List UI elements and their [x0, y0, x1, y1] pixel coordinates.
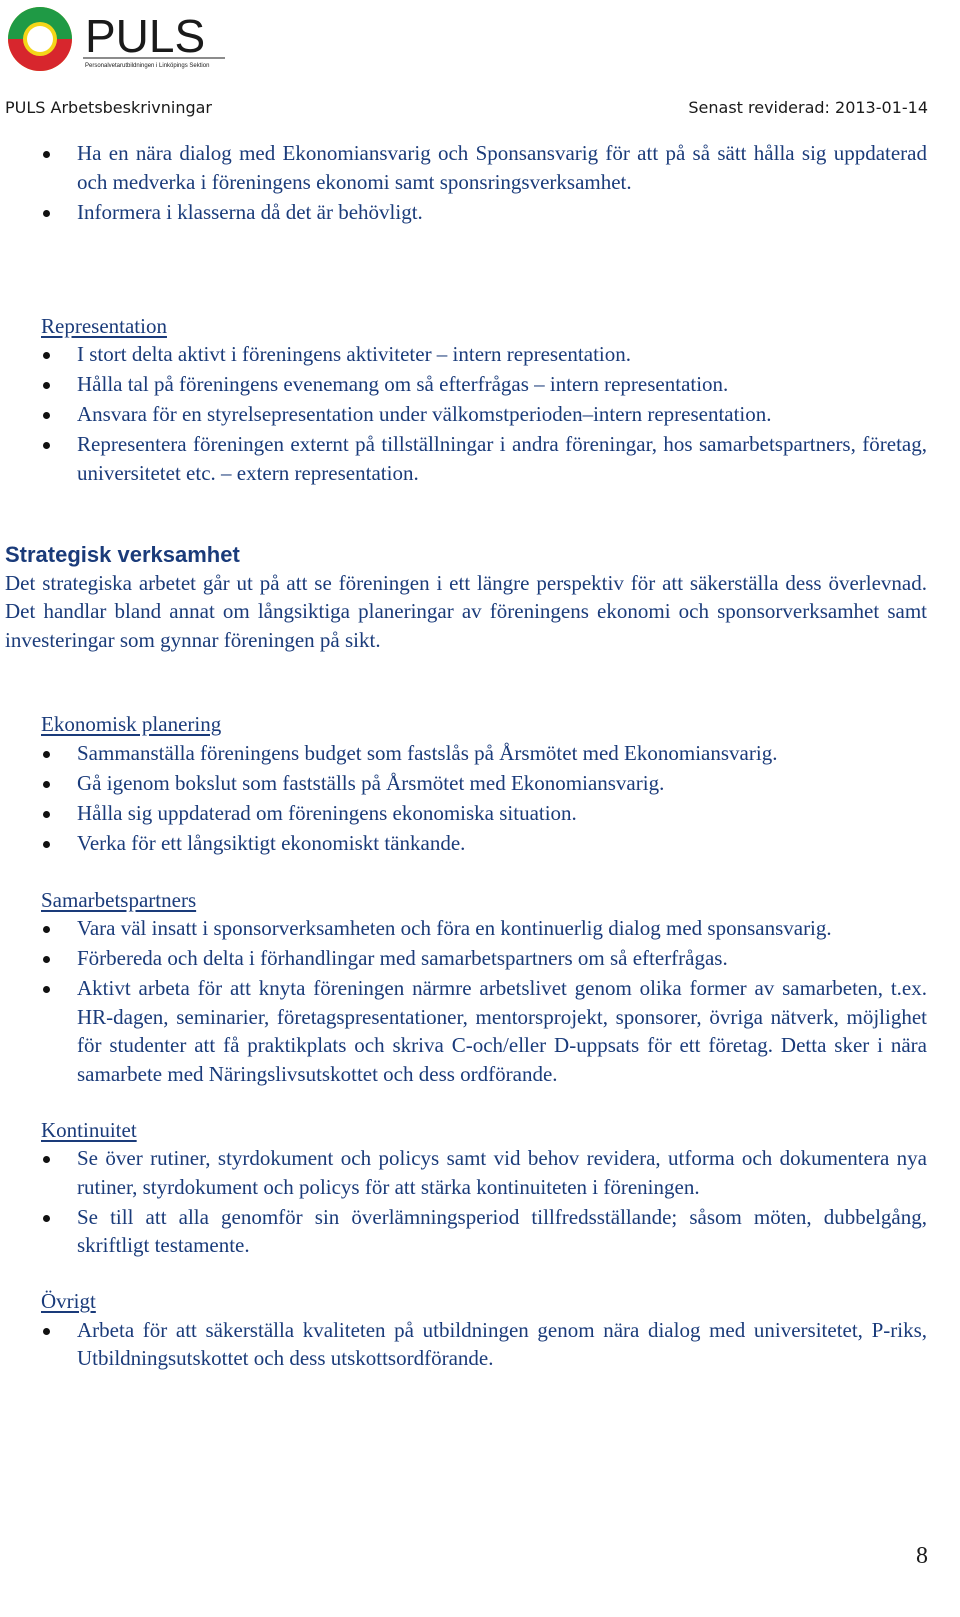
list-item: Ha en nära dialog med Ekonomiansvarig och Sponsansvarig för att på så sätt hålla sig uppdaterad och medverka i föreningens ekonomi samt sponsringsverksamhet.: [5, 139, 927, 196]
list-item: Verka för ett långsiktigt ekonomiskt tänkande.: [5, 829, 927, 858]
logo-emblem-icon: [8, 7, 72, 71]
list-item: Ansvara för en styrelsepresentation under välkomstperioden–intern representation.: [5, 400, 927, 429]
list-item: Se över rutiner, styrdokument och policys samt vid behov revidera, utforma och dokumentera nya rutiner, styrdokument och policys för att stärka kontinuiteten i föreningen.: [5, 1144, 927, 1201]
header-document-title: PULS Arbetsbeskrivningar: [5, 98, 213, 117]
list-item: Informera i klasserna då det är behövligt.: [5, 198, 927, 227]
partners-heading: Samarbetspartners: [41, 887, 197, 912]
strategic-heading: Strategisk verksamhet: [5, 541, 240, 567]
list-item: Gå igenom bokslut som fastställs på Årsmötet med Ekonomiansvarig.: [5, 769, 927, 798]
list-item: Hålla sig uppdaterad om föreningens ekonomiska situation.: [5, 799, 927, 828]
list-item: Arbeta för att säkerställa kvaliteten på utbildningen genom nära dialog med universitetet, P-riks, Utbildningsutskottet och dess utskottsordförande.: [5, 1316, 927, 1373]
economic-planning-bullet-list: [5, 739, 927, 858]
page-number: 8: [916, 1543, 928, 1569]
list-item: Vara väl insatt i sponsorverksamheten och föra en kontinuerlig dialog med sponsansvarig.: [5, 914, 927, 943]
partners-bullet-list: [5, 914, 927, 1088]
continuity-bullet-list: [5, 1144, 927, 1260]
representation-heading: Representation: [41, 313, 167, 338]
other-bullet-list: [5, 1316, 927, 1373]
list-item: I stort delta aktivt i föreningens aktiviteter – intern representation.: [5, 340, 927, 369]
list-item: Representera föreningen externt på tillställningar i andra föreningar, hos samarbetspartners, företag, universitetet etc. – extern representation.: [5, 430, 927, 487]
list-item: Förbereda och delta i förhandlingar med samarbetspartners om så efterfrågas.: [5, 944, 927, 973]
economic-planning-heading: Ekonomisk planering: [41, 712, 222, 736]
list-item: Aktivt arbeta för att knyta föreningen närmre arbetslivet genom olika former av samarbeten, t.ex. HR-dagen, seminarier, företagspresentationer, mentorsprojekt, sponsorer, övriga nätverk, möjlighet för studenter att få praktikplats och skriva C-och/eller D-uppsats för ett företag. Detta sker i nära samarbete med Näringslivsutskottet och dess ordförande.: [5, 974, 927, 1088]
logo-tagline: Personalvetarutbildningen i Linköpings Sektion: [85, 63, 210, 69]
document-body: [5, 139, 927, 1374]
strategic-paragraph: Det strategiska arbetet går ut på att se föreningen i ett längre perspektiv för att säkerställa dess överlevnad. Det handlar bland annat om långsiktiga planeringar av föreningens ekonomi och sponsorverksamhet samt investeringar som gynnar föreningen på sikt.: [5, 570, 927, 652]
header-revision-date: Senast reviderad: 2013-01-14: [688, 98, 928, 117]
list-item: Sammanställa föreningens budget som fastslås på Årsmötet med Ekonomiansvarig.: [5, 739, 927, 768]
other-heading: Övrigt: [41, 1289, 96, 1313]
continuity-heading: Kontinuitet: [41, 1117, 137, 1142]
logo-wordmark: PULS: [85, 10, 206, 62]
puls-logo: [3, 2, 233, 72]
list-item: Se till att alla genomför sin överlämningsperiod tillfredsställande; såsom möten, dubbelgång, skriftligt testamente.: [5, 1203, 927, 1260]
list-item: Hålla tal på föreningens evenemang om så efterfrågas – intern representation.: [5, 370, 927, 399]
intro-bullet-list: [5, 139, 927, 226]
representation-bullet-list: [5, 340, 927, 487]
